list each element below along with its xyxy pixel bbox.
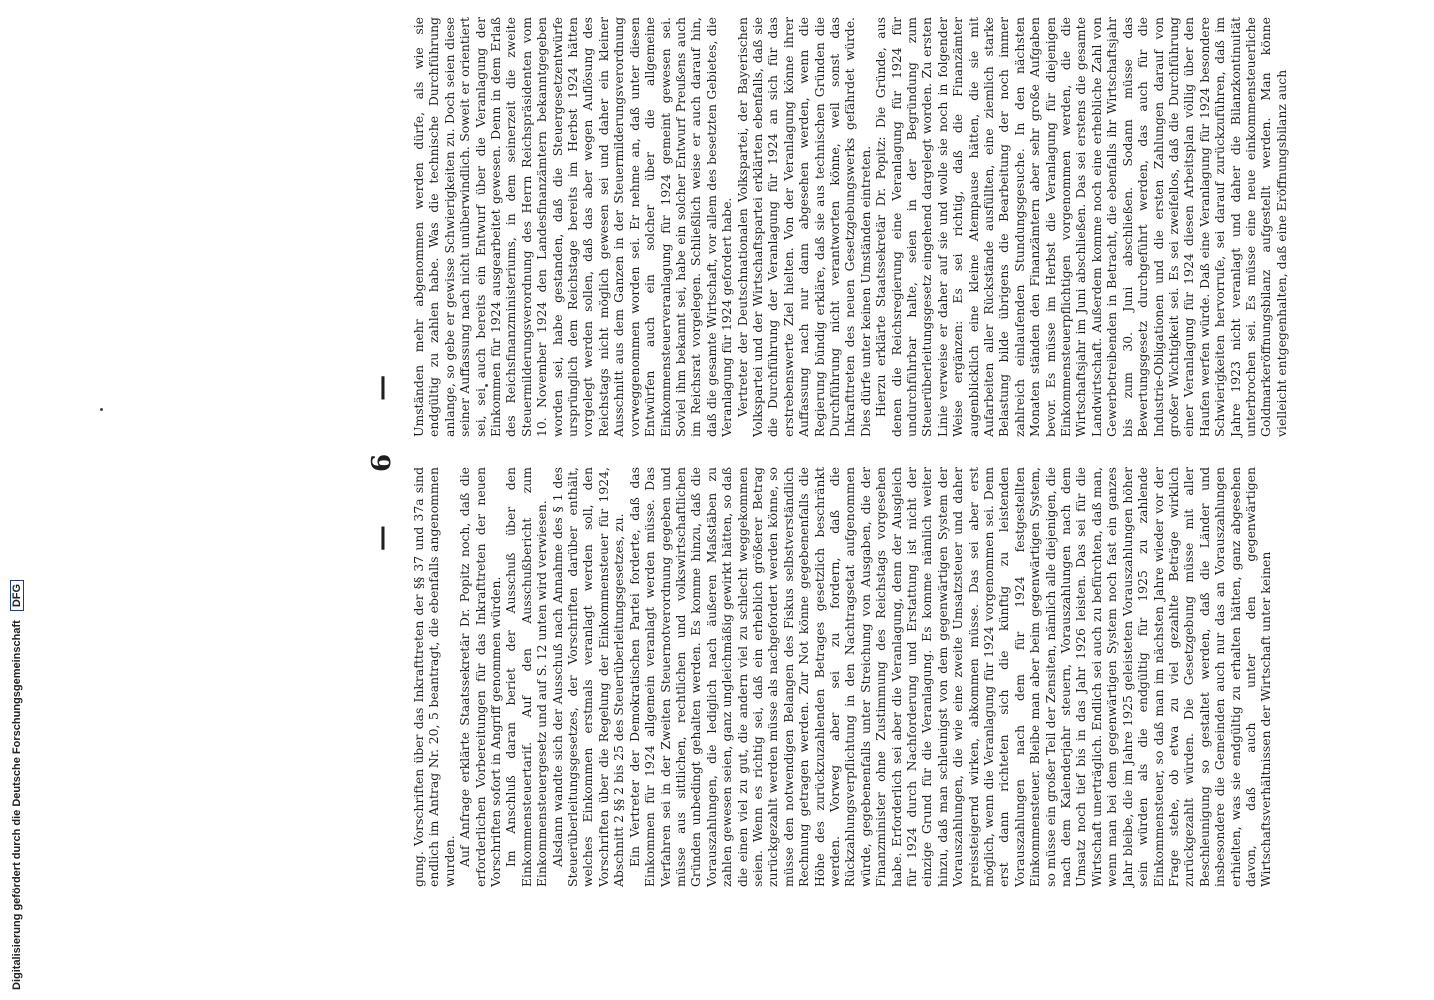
dfg-logo: DFG [10, 580, 24, 611]
paragraph: Im Anschluß daran beriet der Ausschuß über den Einkommensteuertarif. Auf den Ausschußbericht zum Einkommensteuergesetz und auf S. 12 unten wird verwiesen. [503, 467, 550, 887]
scan-speck [100, 408, 103, 411]
page-header [365, 17, 405, 887]
dfg-credit [10, 0, 30, 1000]
paragraph: Ein Vertreter der Demokratischen Partei forderte, daß das Einkommen für 1924 allgemein veranlagt werden müsse. Das Verfahren sei in der Zweiten Steuernotverordnung gegeben und müsse aus sittlichen, rechtlichen und volkswirtschaftlichen Gründen unbedingt gehalten werden. Es komme hinzu, daß die Vorauszahlungen, die lediglich nach äußeren Maßstäben zu zahlen gewesen seien, ganz ungleichmäßig gewirkt hätten, so daß die einen viel zu gut, die andern viel zu schlecht weggekommen seien. Wenn es richtig sei, daß ein erheblich größerer Betrag zurückgezahlt werden müsse als nachgefordert werden könne, so müsse den notwendigen Belangen des Fiskus selbstverständlich Rechnung getragen werden. Zur Not könne gegebenenfalls die Höhe des zurückzuzahlenden Betrages gesetzlich beschränkt werden. Vorweg aber sei zu fordern, daß die Rückzahlungsverpflichtung in den Nachtragsetat aufgenommen würde, gegebenenfalls unter Streichung von Ausgaben, die der Finanzminister ohne Zustimmung des Reichstags vorgesehen habe. Erforderlich sei aber die Veranlagung, denn der Ausgleich für 1924 durch Nachforderung und Erstattung ist nicht der einzige Grund für die Veranlagung. Es komme nämlich weiter hinzu, daß man schleunigst von dem gegenwärtigen System der Vorauszahlungen, die wie eine zweite Umsatzsteuer und daher preissteigernd wirken, abkommen müsse. Das sei aber erst möglich, wenn die Veranlagung für 1924 vorgenommen sei. Denn erst dann richteten sich die künftig zu leistenden Vorauszahlungen nach dem für 1924 festgestellten Einkommensteuer. Bleibe man aber beim gegenwärtigen System, so müsse ein großer Teil der Zensiten, nämlich alle diejenigen, die nach dem Kalenderjahr steuern, Vorauszahlungen nach dem Umsatz noch tief bis in das Jahr 1926 leisten. Das sei für die Wirtschaft unerträglich. Endlich sei auch zu befürchten, daß man, wenn man bei dem gegenwärtigen System noch fast ein ganzes Jahr bleibe, die im Jahre 1925 geleisteten Vorauszahlungen höher sein würden als die endgültig für 1925 zu zahlende Einkommensteuer, so daß man im nächsten Jahre wieder vor der Frage stehe, ob etwa zu viel gezahlte Beträge wirklich zurückgezahlt würden. Die Gesetzgebung müsse mit aller Beschleunigung so gestaltet werden, daß die Länder und insbesondere die Gemeinden auch nur das an Vorauszahlungen erhielten, was sie endgültig zu erhalten hätten, ganz abgesehen davon, daß auch unter den gegenwärtigen Wirtschaftsverhältnissen der Wirtschaft unter keinen [626, 467, 1274, 887]
scanned-page [150, 0, 1434, 1000]
paragraph: gung. Vorschriften über das Inkrafttreten der §§ 37 und 37a sind endlich im Antrag Nr. 20, 5 beantragt, die ebenfalls angenommen wurden. [411, 467, 457, 887]
paragraph: Vertreter der Deutschnationalen Volkspartei, der Bayerischen Volkspartei und der Wirtschaftspartei erklärten ebenfalls, daß sie die Durchführung der Veranlagung für 1924 an sich für das erstrebenswerte Ziel hielten. Von der Veranlagung könne ihrer Auffassung nach nur dann abgesehen werden, wenn die Regierung bündig erkläre, daß sie aus technischen Gründen die Durchführung nicht verantworten könne, weil sonst das Inkrafttreten des neuen Gesetzgebungswerks gefährdet würde. Dies dürfe unter keinen Umständen eintreten. [734, 17, 873, 437]
text-column-right [411, 17, 1289, 437]
rotated-page-content [365, 17, 1289, 887]
paragraph: Auf Anfrage erklärte Staatssekretär Dr. Popitz noch, daß die erforderlichen Vorbereitungen für das Inkrafttreten der neuen Vorschriften sofort in Angriff genommen würden. [457, 467, 504, 887]
page-number: — 6 — [367, 352, 397, 552]
paragraph: Hierzu erklärte Staatssekretär Dr. Popitz: Die Gründe, aus denen die Reichsregierung eine Veranlagung für 1924 für undurchführbar halte, seien in der Begründung zum Steuerüberleitungsgesetz eingehend dargelegt worden. Zu ersten Linie verweise er daher auf sie und wolle sie noch in folgender Weise ergänzen: Es sei richtig, daß die Finanzämter augenblicklich eine kleine Atempause hätten, die sie mit Aufarbeiten aller Rückstände ausfüllten, eine ziemlich starke Belastung bilde übrigens die Bearbeitung der noch immer zahlreich einlaufenden Stundungsgesuche. In den nächsten Monaten ständen den Finanzämtern aber sehr große Aufgaben bevor. Es müsse im Herbst die Veranlagung für diejenigen Einkommensteuerpflichtigen vorgenommen werden, die die Wirtschaftsjahr im Juni abschließen. Das sei erstens die gesamte Landwirtschaft. Außerdem komme noch eine erhebliche Zahl von Gewerbetreibenden in Betracht, die ebenfalls ihr Wirtschaftsjahr bis zum 30. Juni abschließen. Sodann müsse das Bewertungsgesetz durchgeführt werden, das auch für die Industrie-Obligationen und die ersten Zahlungen darauf von großer Wichtigkeit sei. Es sei zweifellos, daß die Durchführung einer Veranlagung für 1924 diesen Arbeitsplan völlig über den Haufen werfen würde. Daß eine Veranlagung für 1924 besondere Schwierigkeiten hervorrufe, sei darauf zurückzuführen, daß im Jahre 1923 nicht veranlagt und daher die Bilanzkontinuität unterbrochen sei. Es müsse eine neue einkommensteuerliche Goldmarkeröffnungsbilanz aufgestellt werden. Man könne vielleicht entgegenhalten, daß eine Eröffnungsbilanz auch [873, 17, 1289, 437]
text-column-left [411, 467, 1274, 887]
paragraph: Alsdann wandte sich der Ausschuß nach Annahme des § 1 des Steuerüberleitungsgesetzes, der Vorschriften darüber enthält, welches Einkommen erstmals veranlagt werden soll, den Vorschriften über die Regelung der Einkommensteuer für 1924, Abschnitt 2 §§ 2 bis 25 des Steuerüberleitungsgesetzes, zu. [549, 467, 627, 887]
paragraph: Umständen mehr abgenommen werden dürfe, als wie sie endgültig zu zahlen habe. Was die technische Durchführung anlange, so gebe er gewisse Schwierigkeiten zu. Doch seien diese seiner Auffassung nach nicht unüberwindlich. Soweit er orientiert sei, sei auch bereits ein Entwurf über die Veranlagung der Einkommen für 1924 ausgearbeitet gewesen. Denn in dem Erlaß des Reichsfinanzministeriums, in dem seinerzeit die zweite Steuermilderungsverordnung des Herrn Reichspräsidenten vom 10. November 1924 den Landesfinanzämtern bekanntgegeben worden sei, habe gestanden, daß die Steuergesetzentwürfe ursprünglich dem Reichstage bereits im Herbst 1924 hätten vorgelegt werden sollen, daß das aber wegen Auflösung des Reichstags nicht möglich gewesen sei und daher ein kleiner Ausschnitt aus dem Ganzen in der Steuermilderungsverordnung vorweggenommen worden sei. Er nehme an, daß unter diesen Entwürfen auch ein solcher über die allgemeine Einkommensteuerveranlagung für 1924 gemeint gewesen sei. Soviel ihm bekannt sei, habe ein solcher Entwurf Preußens auch im Reichsrat vorgelegen. Schließlich weise er auch darauf hin, daß die gesamte Wirtschaft, vor allem des besetzten Gebietes, die Veranlagung für 1924 gefordert habe. [411, 17, 735, 437]
dfg-credit-text: Digitalisierung gefördert durch die Deutsche Forschungsgemeinschaft [11, 620, 23, 990]
